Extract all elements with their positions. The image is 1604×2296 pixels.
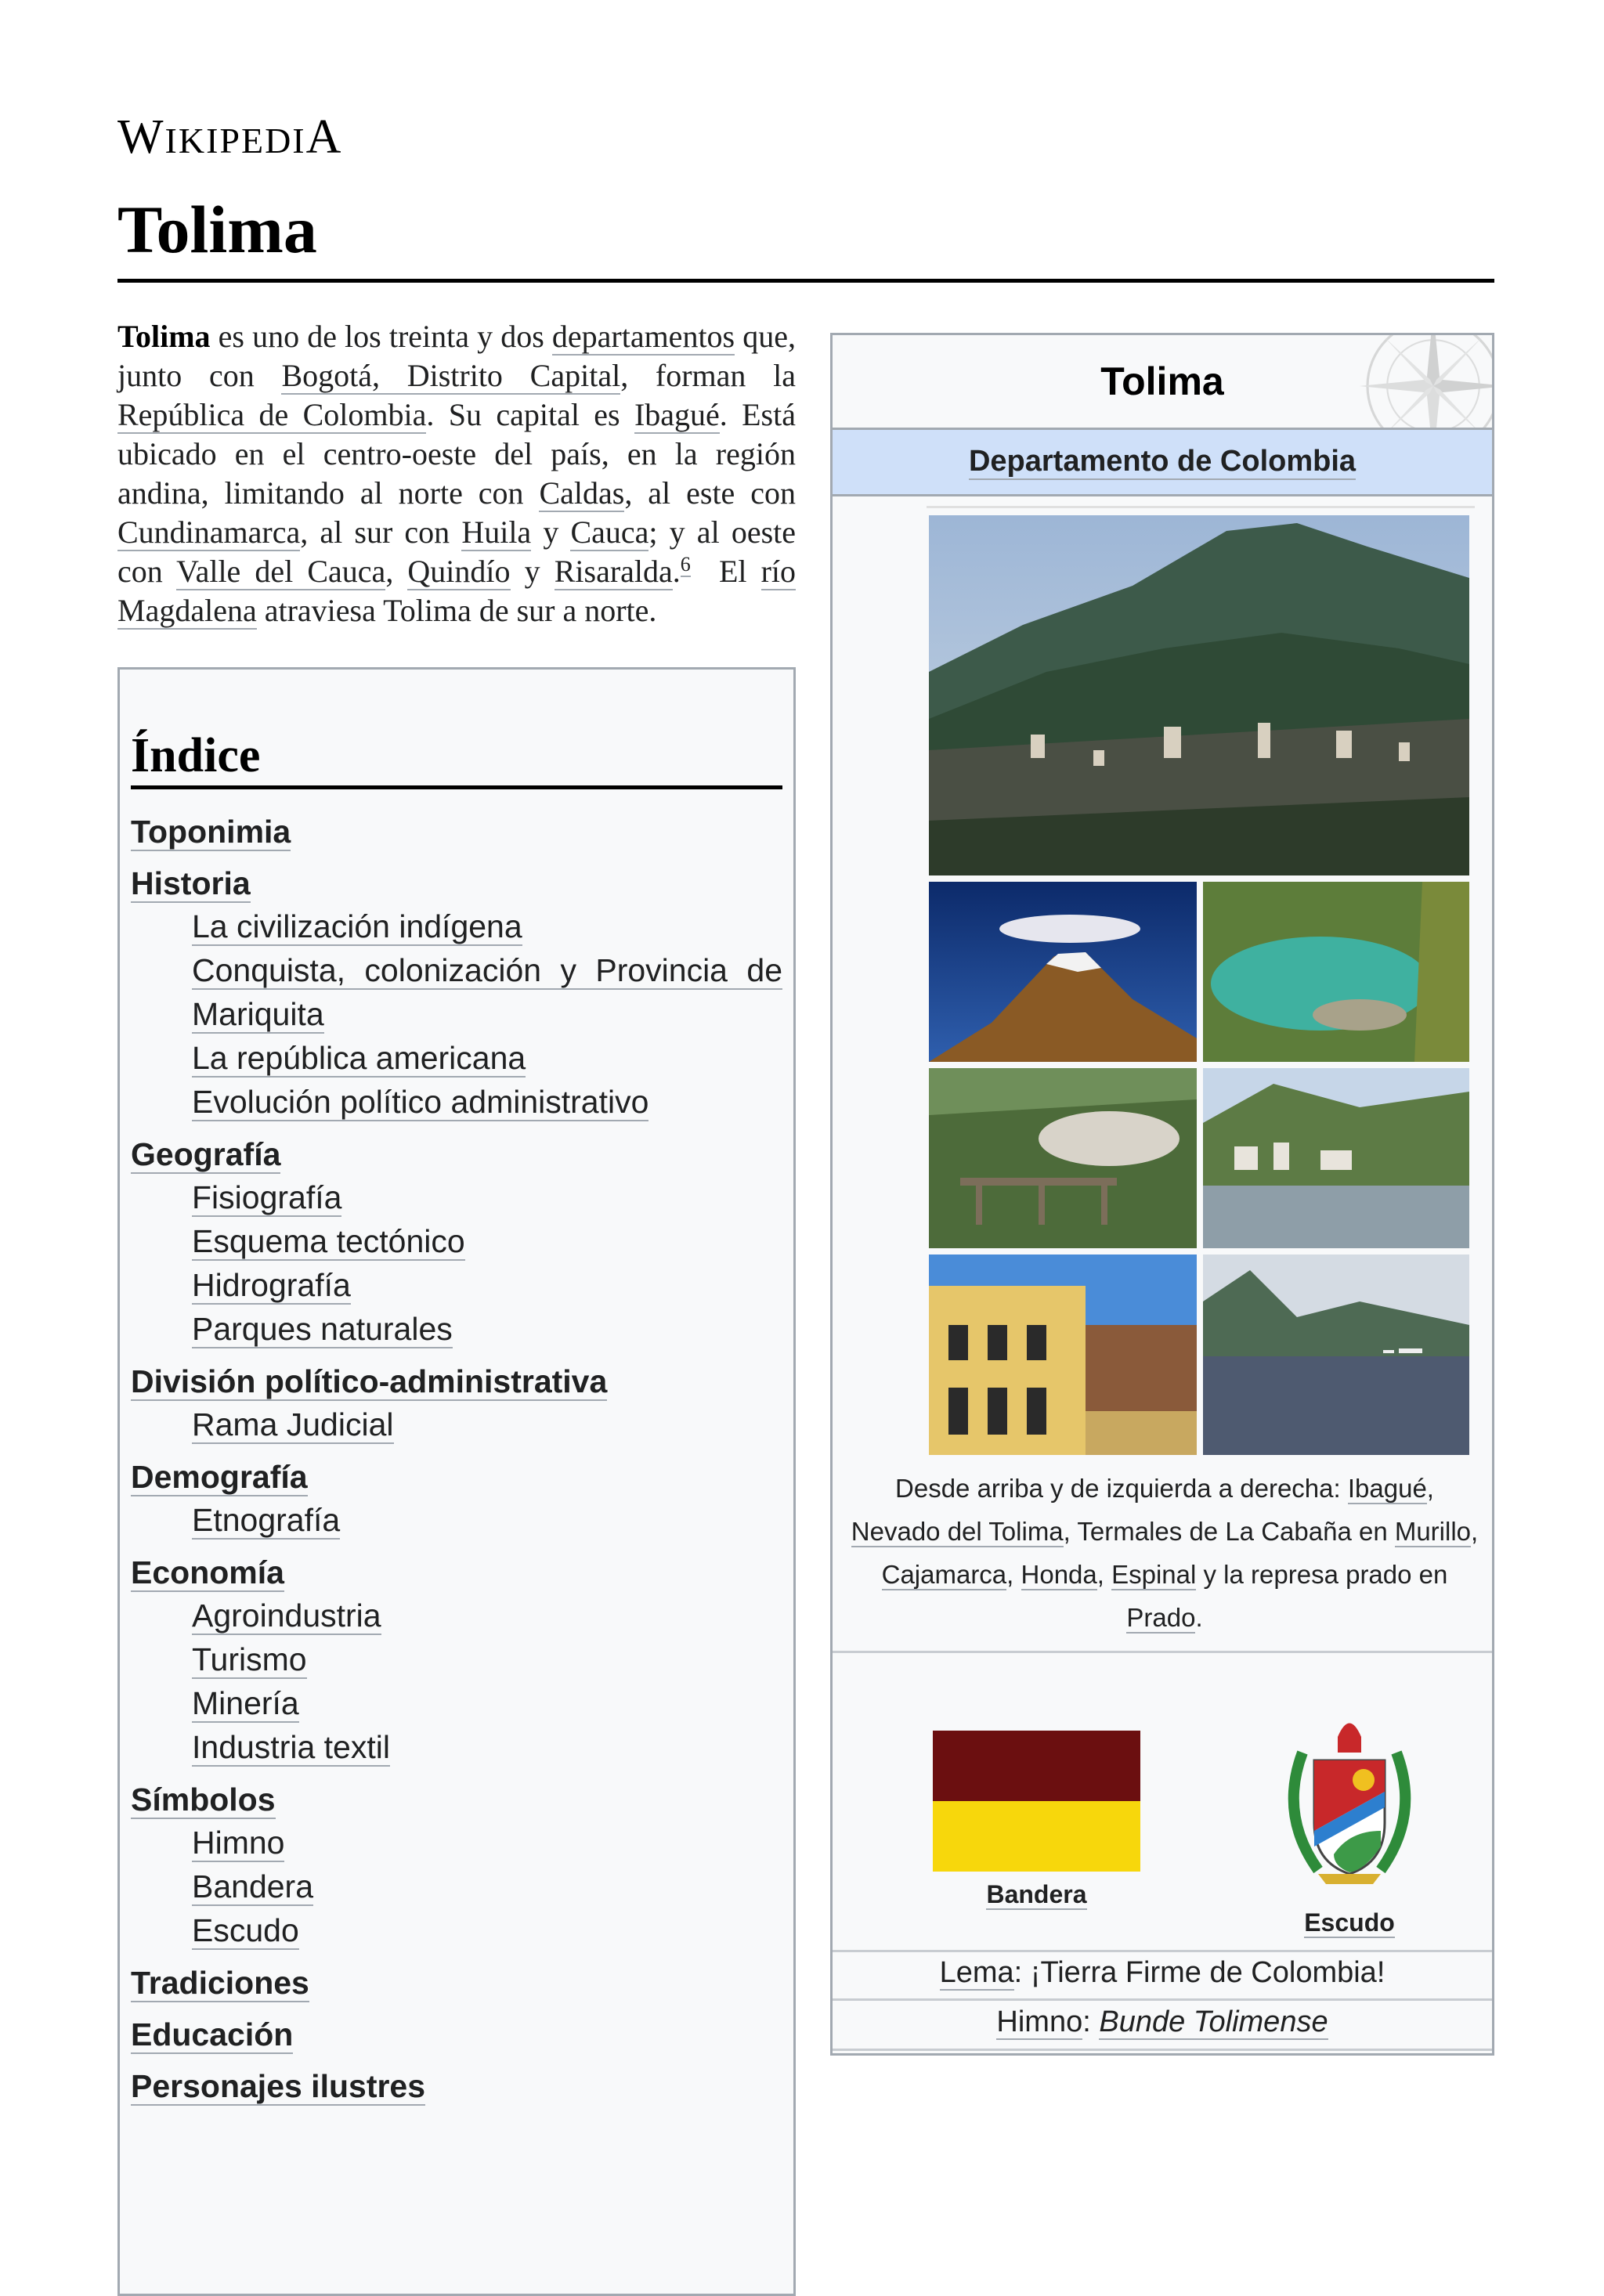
compass-rose-icon bbox=[1351, 335, 1492, 428]
cajamarca-image[interactable] bbox=[929, 1068, 1197, 1248]
shield-block bbox=[1271, 1706, 1428, 1937]
lead-text: que, junto con bbox=[117, 319, 796, 393]
toc-subsection bbox=[131, 904, 782, 948]
toc-section-link[interactable]: Historia bbox=[131, 865, 251, 901]
link-murillo[interactable]: Murillo bbox=[1394, 1517, 1472, 1546]
toc-section bbox=[131, 1360, 782, 1403]
toc-subsection bbox=[131, 1681, 782, 1725]
link-huila[interactable]: Huila bbox=[461, 514, 532, 550]
anthem-row bbox=[833, 2005, 1492, 2039]
link-cauca[interactable]: Cauca bbox=[570, 514, 649, 550]
toc-section-link[interactable]: Símbolos bbox=[131, 1782, 276, 1818]
caption-text: , bbox=[1006, 1560, 1021, 1589]
infobox-divider bbox=[833, 1998, 1492, 2001]
link-honda[interactable]: Honda bbox=[1021, 1560, 1097, 1589]
infobox-title: Tolima bbox=[1100, 359, 1224, 403]
toc-subsection-link[interactable]: Industria textil bbox=[192, 1729, 390, 1765]
infobox bbox=[830, 333, 1494, 2056]
lead-text: , bbox=[385, 554, 408, 589]
toc-list bbox=[131, 801, 782, 2107]
toc-subsection-link[interactable]: Bandera bbox=[192, 1868, 314, 1904]
toc-section-link[interactable]: Economía bbox=[131, 1554, 284, 1590]
tolima-flag-image[interactable] bbox=[933, 1731, 1140, 1872]
toc-section bbox=[131, 1778, 782, 1821]
title-divider bbox=[117, 279, 1494, 283]
toc-subsection-link[interactable]: Agroindustria bbox=[192, 1597, 381, 1634]
link-nevado-del-tolima[interactable]: Nevado del Tolima bbox=[851, 1517, 1064, 1546]
toc-subsection-link[interactable]: Parques naturales bbox=[192, 1311, 453, 1347]
lead-text: y bbox=[531, 514, 571, 550]
infobox-divider bbox=[833, 2049, 1492, 2051]
toc-subsection bbox=[131, 1865, 782, 1908]
toc-subsection-link[interactable]: La república americana bbox=[192, 1040, 526, 1076]
caption-text: , bbox=[1471, 1517, 1479, 1546]
wikipedia-wordmark[interactable] bbox=[117, 110, 342, 165]
link-valle-del-cauca[interactable]: Valle del Cauca bbox=[176, 554, 386, 589]
toc-section bbox=[131, 1133, 782, 1175]
link-rio-magdalena[interactable]: río Magdalena bbox=[117, 554, 797, 628]
toc-subsection bbox=[131, 1403, 782, 1446]
toc-subsection-link[interactable]: Esquema tectónico bbox=[192, 1223, 465, 1259]
toc-subsection bbox=[131, 1594, 782, 1637]
caption-text: y la represa prado en bbox=[1196, 1560, 1448, 1589]
toc-divider bbox=[131, 785, 782, 789]
toc-section-link[interactable]: Demografía bbox=[131, 1459, 308, 1495]
link-escudo[interactable]: Escudo bbox=[1304, 1908, 1395, 1937]
nevado-del-tolima-image[interactable] bbox=[929, 882, 1197, 1062]
lead-text: ; y al oeste con bbox=[117, 514, 797, 589]
toc-subsection-link[interactable]: Conquista, colonización y Provincia de Mariquita bbox=[192, 952, 782, 1032]
gallery-caption bbox=[848, 1467, 1481, 1639]
represa-prado-image[interactable] bbox=[1203, 1254, 1469, 1455]
motto-value: : ¡Tierra Firme de Colombia! bbox=[1013, 1956, 1385, 1989]
link-bandera[interactable]: Bandera bbox=[986, 1880, 1087, 1908]
toc-subsection-link[interactable]: Evolución político administrativo bbox=[192, 1084, 649, 1120]
toc-section-link[interactable]: Toponimia bbox=[131, 814, 291, 850]
link-risaralda[interactable]: Risaralda bbox=[554, 554, 673, 589]
infobox-subtitle-bar bbox=[833, 428, 1492, 496]
lead-text: El bbox=[690, 554, 761, 589]
caption-text: , Termales de La Cabaña en bbox=[1063, 1517, 1395, 1546]
toc-subsection bbox=[131, 1263, 782, 1307]
lead-text: . bbox=[672, 554, 681, 589]
link-caldas[interactable]: Caldas bbox=[539, 475, 625, 511]
link-caption-ibague[interactable]: Ibagué bbox=[1347, 1474, 1427, 1503]
toc-subsection-link[interactable]: Minería bbox=[192, 1685, 299, 1721]
toc-section bbox=[131, 2013, 782, 2056]
lead-text: , al sur con bbox=[300, 514, 462, 550]
toc-subsection-link[interactable]: Escudo bbox=[192, 1912, 299, 1948]
lead-text: es uno de los treinta y dos bbox=[210, 319, 552, 354]
infobox-divider bbox=[833, 1651, 1492, 1653]
toc-subsection-link[interactable]: Himno bbox=[192, 1825, 285, 1861]
toc-subsection-link[interactable]: Turismo bbox=[192, 1641, 307, 1677]
flag-block bbox=[933, 1731, 1140, 1909]
caption-text: . bbox=[1195, 1603, 1203, 1632]
wordmark-last: A bbox=[305, 110, 343, 164]
lead-text: , al este con bbox=[624, 475, 797, 511]
toc-subsection bbox=[131, 1080, 782, 1124]
caption-text: , bbox=[1426, 1474, 1434, 1503]
toc-section bbox=[131, 2065, 782, 2107]
caption-text: , bbox=[1096, 1560, 1112, 1589]
link-quindio[interactable]: Quindío bbox=[407, 554, 511, 589]
toc-section bbox=[131, 810, 782, 853]
toc-subsection-link[interactable]: Fisiografía bbox=[192, 1179, 342, 1215]
toc-subsection bbox=[131, 1219, 782, 1263]
link-cajamarca[interactable]: Cajamarca bbox=[881, 1560, 1007, 1589]
toc-subsection bbox=[131, 948, 782, 1036]
lead-bold-term: Tolima bbox=[117, 319, 211, 354]
link-ibague[interactable]: Ibagué bbox=[634, 397, 720, 432]
link-bogota[interactable]: Bogotá, Distrito Capital bbox=[281, 358, 621, 393]
toc-section-link[interactable]: Educación bbox=[131, 2016, 294, 2052]
toc-section bbox=[131, 1962, 782, 2004]
coat-of-arms-image[interactable] bbox=[1271, 1706, 1428, 1901]
wordmark-middle: IKIPEDI bbox=[164, 121, 306, 161]
espinal-image[interactable] bbox=[929, 1254, 1197, 1455]
toc-section bbox=[131, 1551, 782, 1594]
toc-subsection bbox=[131, 1637, 782, 1681]
link-prado[interactable]: Prado bbox=[1126, 1603, 1196, 1632]
toc-section-link[interactable]: División político-administrativa bbox=[131, 1363, 608, 1399]
ibague-panorama-image[interactable] bbox=[929, 515, 1469, 875]
toc-subsection-link[interactable]: Rama Judicial bbox=[192, 1406, 394, 1442]
toc-section bbox=[131, 1456, 782, 1498]
lead-paragraph bbox=[117, 317, 796, 630]
toc-section bbox=[131, 862, 782, 904]
table-of-contents bbox=[117, 667, 796, 2296]
wordmark-first: W bbox=[117, 110, 165, 164]
page-title: Tolima bbox=[117, 192, 317, 267]
lead-text: atraviesa Tolima de sur a norte. bbox=[256, 593, 657, 628]
toc-subsection bbox=[131, 1908, 782, 1952]
link-espinal[interactable]: Espinal bbox=[1111, 1560, 1197, 1589]
link-republica-colombia[interactable]: República de Colombia bbox=[117, 397, 427, 432]
lead-text: , forman la bbox=[620, 358, 797, 393]
toc-section-link[interactable]: Personajes ilustres bbox=[131, 2068, 426, 2104]
gallery-divider bbox=[927, 506, 1475, 508]
toc-subsection bbox=[131, 1821, 782, 1865]
toc-subsection bbox=[131, 1725, 782, 1769]
toc-subsection-link[interactable]: La civilización indígena bbox=[192, 908, 522, 944]
link-cundinamarca[interactable]: Cundinamarca bbox=[117, 514, 301, 550]
infobox-divider bbox=[833, 1950, 1492, 1952]
lead-text: . Está ubicado en el centro-oeste del país, en la región andina, limitando al norte con bbox=[117, 397, 796, 511]
toc-subsection bbox=[131, 1498, 782, 1542]
toc-subsection bbox=[131, 1175, 782, 1219]
lead-text: . Su capital es bbox=[426, 397, 634, 432]
anthem-separator: : bbox=[1082, 2005, 1100, 2038]
toc-subsection-link[interactable]: Hidrografía bbox=[192, 1267, 351, 1303]
link-bunde-tolimense[interactable]: Bunde Tolimense bbox=[1099, 2005, 1328, 2038]
termales-la-cabana-image[interactable] bbox=[1203, 882, 1469, 1062]
infobox-title-bar bbox=[833, 335, 1492, 428]
link-departamento-de-colombia[interactable]: Departamento de Colombia bbox=[969, 445, 1356, 480]
toc-section-link[interactable]: Tradiciones bbox=[131, 1965, 309, 2001]
toc-heading: Índice bbox=[131, 729, 261, 782]
lead-text: y bbox=[510, 554, 555, 589]
toc-subsection-link[interactable]: Etnografía bbox=[192, 1502, 341, 1538]
honda-image[interactable] bbox=[1203, 1068, 1469, 1248]
reference-6[interactable]: 6 bbox=[680, 552, 691, 576]
toc-section-link[interactable]: Geografía bbox=[131, 1136, 281, 1172]
link-himno[interactable]: Himno bbox=[996, 2005, 1083, 2038]
link-departamentos[interactable]: departamentos bbox=[551, 319, 735, 354]
toc-subsection bbox=[131, 1036, 782, 1080]
toc-subsection bbox=[131, 1307, 782, 1351]
motto-row bbox=[833, 1956, 1492, 1990]
caption-text: Desde arriba y de izquierda a derecha: bbox=[895, 1474, 1348, 1503]
link-lema[interactable]: Lema bbox=[939, 1956, 1014, 1989]
